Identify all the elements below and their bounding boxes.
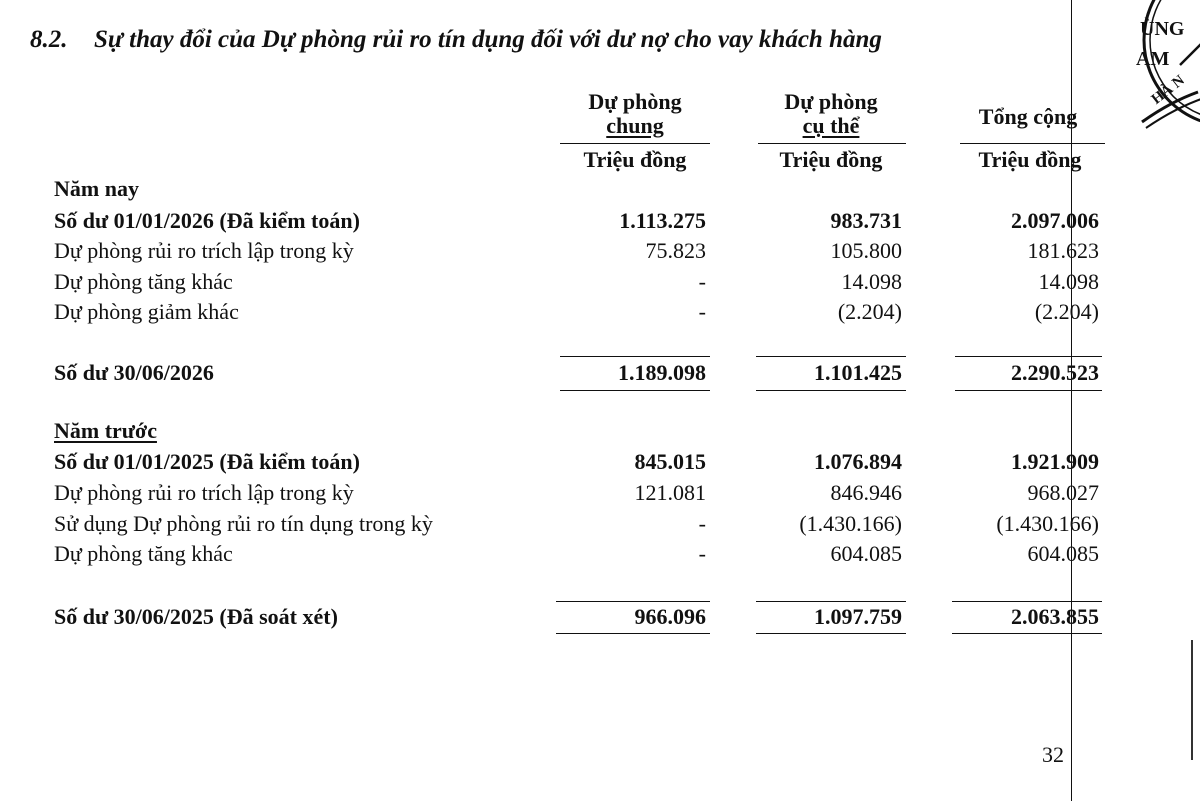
cell-general: - (698, 511, 706, 536)
cell-specific: 105.800 (830, 238, 902, 263)
cell-specific: 983.731 (830, 208, 902, 233)
column-header-rule (960, 143, 1105, 144)
total-rule-top (756, 601, 906, 602)
row-label: Dự phòng giảm khác (54, 299, 239, 324)
cell-specific: 14.098 (841, 269, 902, 294)
page-fold-line (1071, 0, 1072, 801)
section-label-current-year (0, 176, 1200, 206)
cell-specific: 1.097.759 (814, 604, 902, 629)
cell-general: 1.113.275 (619, 208, 706, 233)
cell-general: 75.823 (645, 238, 706, 263)
total-rule-bottom (556, 633, 710, 634)
row-label: Số dư 30/06/2025 (Đã soát xét) (54, 604, 338, 629)
edge-mark (1191, 640, 1193, 760)
table-row-total (0, 360, 1200, 390)
row-label: Dự phòng rủi ro trích lập trong kỳ (54, 238, 354, 263)
cell-total: 604.085 (1027, 541, 1099, 566)
table-row-total (0, 604, 1200, 634)
cell-general: - (698, 269, 706, 294)
table-row (0, 299, 1200, 329)
total-rule-bottom (756, 390, 906, 391)
row-label: Dự phòng tăng khác (54, 541, 233, 566)
seal-text: HÀ N (1148, 72, 1188, 108)
total-rule-top (556, 601, 710, 602)
cell-general: - (698, 541, 706, 566)
row-label: Dự phòng tăng khác (54, 269, 233, 294)
row-label: Số dư 01/01/2025 (Đã kiểm toán) (54, 449, 360, 474)
total-rule-bottom (560, 390, 710, 391)
column-unit: Triệu đồng (583, 147, 687, 172)
cell-total: 181.623 (1027, 238, 1099, 263)
cell-general: 121.081 (634, 480, 706, 505)
column-header-total (948, 105, 1108, 129)
cell-specific: 1.101.425 (814, 360, 902, 385)
cell-specific: (2.204) (837, 299, 902, 324)
row-label: Sử dụng Dự phòng rủi ro tín dụng trong kỳ (54, 511, 433, 536)
cell-specific: 846.946 (830, 480, 902, 505)
row-label: Dự phòng rủi ro trích lập trong kỳ (54, 480, 354, 505)
column-header-line1: Dự phòng (588, 89, 682, 114)
row-label: Số dư 01/01/2026 (Đã kiểm toán) (54, 208, 360, 233)
cell-specific: 604.085 (830, 541, 902, 566)
row-label: Số dư 30/06/2026 (54, 360, 214, 385)
column-header-line2: chung (606, 113, 664, 138)
seal-text: AM (1136, 48, 1170, 70)
total-rule-bottom (756, 633, 906, 634)
total-rule-bottom (952, 633, 1102, 634)
cell-specific: 1.076.894 (814, 449, 902, 474)
total-rule-bottom (955, 390, 1102, 391)
cell-general: 1.189.098 (618, 360, 706, 385)
cell-total: (2.204) (1034, 299, 1099, 324)
section-title: Sự thay đổi của Dự phòng rủi ro tín dụng đối với dư nợ cho vay khách hàng (94, 26, 882, 53)
row-label: Năm nay (54, 176, 139, 201)
column-header-specific-provision (756, 90, 906, 138)
cell-general: 966.096 (634, 604, 706, 629)
column-header-rule (560, 143, 710, 144)
cell-total: 1.921.909 (1011, 449, 1099, 474)
cell-total: 2.063.855 (1011, 604, 1099, 629)
table-row (0, 449, 1200, 479)
column-header-general-provision (560, 90, 710, 138)
column-header-line1: Tổng cộng (978, 104, 1078, 129)
cell-specific: (1.430.166) (799, 511, 902, 536)
cell-general: - (698, 299, 706, 324)
section-heading (30, 26, 882, 54)
total-rule-top (955, 356, 1102, 357)
table-row (0, 269, 1200, 299)
table-row (0, 238, 1200, 268)
cell-total: 14.098 (1038, 269, 1099, 294)
table-row (0, 208, 1200, 238)
total-rule-top (952, 601, 1102, 602)
column-unit: Triệu đồng (779, 147, 883, 172)
column-header-line1: Dự phòng (784, 89, 878, 114)
row-label: Năm trước (54, 418, 157, 443)
table-row (0, 541, 1200, 571)
total-rule-top (560, 356, 710, 357)
column-header-rule (758, 143, 906, 144)
section-number: 8.2. (30, 26, 68, 53)
column-header-line2: cụ thể (802, 113, 860, 138)
cell-total: 2.290.523 (1011, 360, 1099, 385)
table-row (0, 480, 1200, 510)
cell-total: 968.027 (1027, 480, 1099, 505)
column-unit: Triệu đồng (978, 147, 1082, 172)
section-label-prior-year (0, 418, 1200, 448)
page-number: 32 (1042, 742, 1064, 767)
cell-total: 2.097.006 (1011, 208, 1099, 233)
company-seal (1120, 0, 1200, 145)
total-rule-top (756, 356, 906, 357)
cell-general: 845.015 (634, 449, 706, 474)
seal-text: ÙNG (1140, 18, 1185, 40)
table-row (0, 511, 1200, 541)
cell-total: (1.430.166) (996, 511, 1099, 536)
